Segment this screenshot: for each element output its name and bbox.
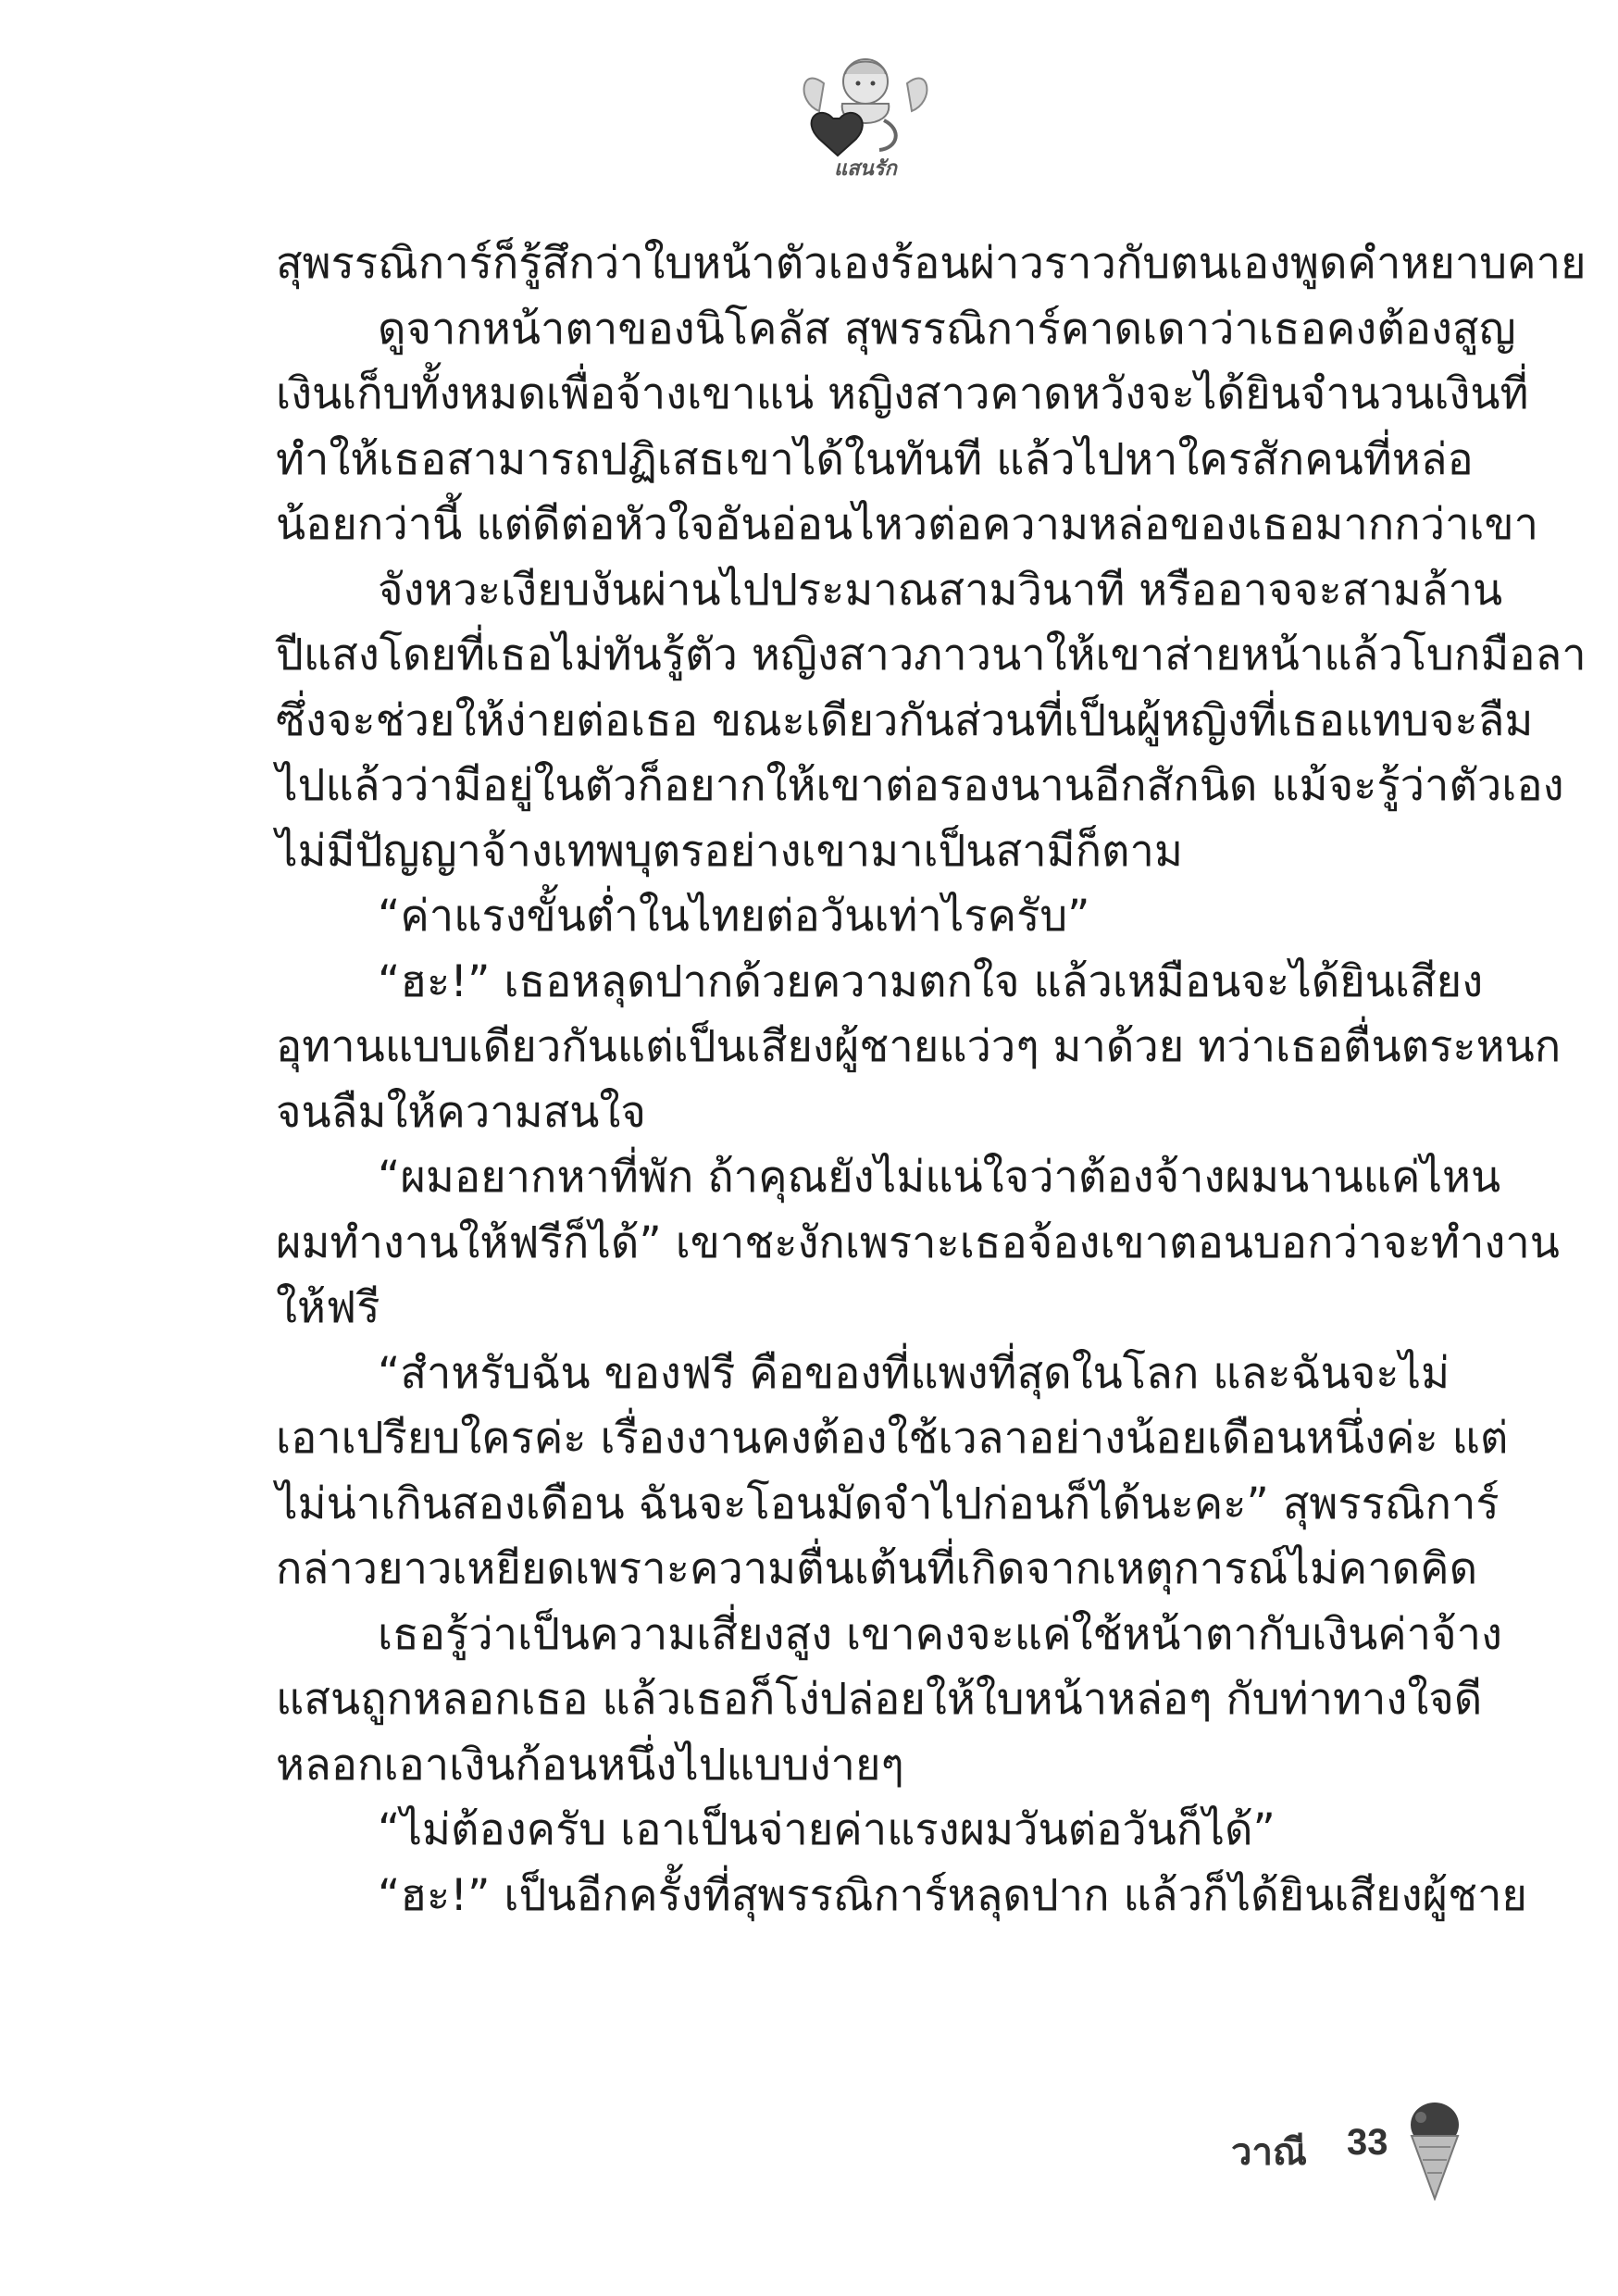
text-line: แสนถูกหลอกเธอ แล้วเธอก็โง่ปล่อยให้ใบหน้าหล่อๆ กับท่าทางใจดี xyxy=(276,1674,1483,1725)
text-line: กล่าวยาวเหยียดเพราะความตื่นเต้นที่เกิดจากเหตุการณ์ไม่คาดคิด xyxy=(276,1543,1478,1594)
text-line: ให้ฟรี xyxy=(276,1282,380,1333)
page-number: 33 xyxy=(1347,2122,1388,2163)
text-line: ไปแล้วว่ามีอยู่ในตัวก็อยากให้เขาต่อรองนานอีกสักนิด แม้จะรู้ว่าตัวเอง xyxy=(276,760,1564,811)
text-line: เงินเก็บทั้งหมดเพื่อจ้างเขาแน่ หญิงสาวคาดหวังจะได้ยินจำนวนเงินที่ xyxy=(276,368,1529,419)
text-line: “ค่าแรงขั้นต่ำในไทยต่อวันเท่าไรครับ” xyxy=(378,891,1090,942)
text-line: จังหวะเงียบงันผ่านไปประมาณสามวินาที หรืออาจจะสามล้าน xyxy=(378,564,1503,616)
text-line: น้อยกว่านี้ แต่ดีต่อหัวใจอันอ่อนไหวต่อความหล่อของเธอมากกว่าเขา xyxy=(276,499,1539,550)
text-line: อุทานแบบเดียวกันแต่เป็นเสียงผู้ชายแว่วๆ มาด้วย ทว่าเธอตื่นตระหนก xyxy=(276,1021,1562,1072)
ice-cream-cone-icon xyxy=(1402,2099,1467,2201)
text-line: ไม่มีปัญญาจ้างเทพบุตรอย่างเขามาเป็นสามีก็ตาม xyxy=(276,825,1183,877)
text-line: ดูจากหน้าตาของนิโคลัส สุพรรณิการ์คาดเดาว่าเธอคงต้องสูญ xyxy=(378,303,1516,355)
text-line: เธอรู้ว่าเป็นความเสี่ยงสูง เขาคงจะแค่ใช้หน้าตากับเงินค่าจ้าง xyxy=(378,1608,1502,1660)
text-line: “ฮะ!” เป็นอีกครั้งที่สุพรรณิการ์หลุดปาก แล้วก็ได้ยินเสียงผู้ชาย xyxy=(378,1869,1527,1921)
text-line: “ผมอยากหาที่พัก ถ้าคุณยังไม่แน่ใจว่าต้องจ้างผมนานแค่ไหน xyxy=(378,1152,1501,1203)
book-title: วาณี xyxy=(1231,2131,1308,2174)
text-line: ซึ่งจะช่วยให้ง่ายต่อเธอ ขณะเดียวกันส่วนที่เป็นผู้หญิงที่เธอแทบจะลืม xyxy=(276,694,1534,746)
text-line: จนลืมให้ความสนใจ xyxy=(276,1086,646,1138)
text-line: ทำให้เธอสามารถปฏิเสธเขาได้ในทันที แล้วไปหาใครสักคนที่หล่อ xyxy=(276,433,1474,485)
text-line: สุพรรณิการ์ก็รู้สึกว่าใบหน้าตัวเองร้อนผ่าวราวกับตนเองพูดคำหยาบคาย xyxy=(276,238,1587,289)
text-line: ไม่น่าเกินสองเดือน ฉันจะโอนมัดจำไปก่อนก็ได้นะคะ” สุพรรณิการ์ xyxy=(276,1478,1500,1529)
text-line: “สำหรับฉัน ของฟรี คือของที่แพงที่สุดในโลก และฉันจะไม่ xyxy=(378,1347,1450,1399)
text-line: “ไม่ต้องครับ เอาเป็นจ่ายค่าแรงผมวันต่อวันก็ได้” xyxy=(378,1804,1276,1855)
text-line: ปีแสงโดยที่เธอไม่ทันรู้ตัว หญิงสาวภาวนาให้เขาส่ายหน้าแล้วโบกมือลา xyxy=(276,630,1587,680)
page-footer xyxy=(1203,2094,1481,2205)
text-line: หลอกเอาเงินก้อนหนึ่งไปแบบง่ายๆ xyxy=(276,1739,904,1791)
book-body-text xyxy=(276,231,1587,1928)
text-line: เอาเปรียบใครค่ะ เรื่องงานคงต้องใช้เวลาอย่างน้อยเดือนหนึ่งค่ะ แต่ xyxy=(276,1413,1509,1464)
text-line: “ฮะ!” เธอหลุดปากด้วยความตกใจ แล้วเหมือนจะได้ยินเสียง xyxy=(378,955,1484,1007)
text-line: ผมทำงานให้ฟรีก็ได้” เขาชะงักเพราะเธอจ้องเขาตอนบอกว่าจะทำงาน xyxy=(276,1217,1560,1268)
logo-text: แสนรัก xyxy=(834,156,897,180)
